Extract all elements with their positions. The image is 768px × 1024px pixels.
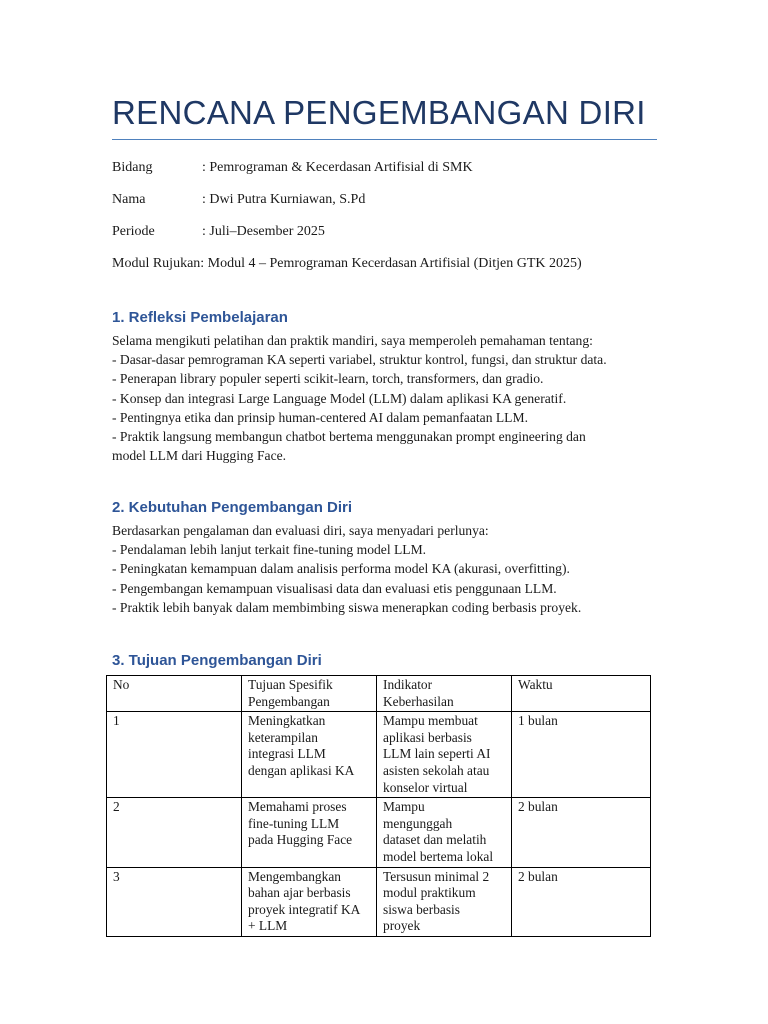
text-line: - Praktik lebih banyak dalam membimbing siswa menerapkan coding berbasis proyek. — [112, 599, 582, 615]
cell-waktu — [512, 798, 651, 867]
text-line: - Penerapan library populer seperti scikit-learn, torch, transformers, dan gradio. — [112, 371, 544, 387]
section-heading-refleksi: 1. Refleksi Pembelajaran — [112, 309, 288, 326]
cell-text-line: Memahami proses — [248, 799, 347, 815]
table-row — [107, 712, 651, 798]
cell-text-line: modul praktikum — [383, 885, 476, 901]
text-line: - Pentingnya etika dan prinsip human-centered AI dalam pemanfaatan LLM. — [112, 409, 528, 425]
cell-tujuan — [242, 712, 377, 798]
meta-value: : Pemrograman & Kecerdasan Artifisial di SMK — [202, 160, 473, 175]
page-title: RENCANA PENGEMBANGAN DIRI — [112, 94, 646, 131]
cell-text-line: dataset dan melatih — [383, 832, 487, 848]
cell-text-line: bahan ajar berbasis — [248, 885, 351, 901]
cell-text-line: Mampu membuat — [383, 713, 478, 729]
cell-text-line: 2 — [113, 799, 120, 815]
cell-text-line: 1 bulan — [518, 713, 558, 729]
cell-text-line: siswa berbasis — [383, 901, 460, 917]
cell-text-line: fine-tuning LLM — [248, 815, 340, 831]
cell-text-line: 2 bulan — [518, 868, 558, 884]
cell-indikator — [377, 712, 512, 798]
cell-text-line: + LLM — [248, 918, 288, 934]
cell-waktu — [512, 867, 651, 936]
cell-text-line: Waktu — [518, 677, 553, 692]
meta-row-bidang — [112, 160, 473, 176]
cell-text-line: konselor virtual — [383, 779, 468, 795]
cell-text-line: model bertema lokal — [383, 848, 494, 864]
modul-rujukan-line: Modul Rujukan: Modul 4 – Pemrograman Kecerdasan Artifisial (Ditjen GTK 2025) — [112, 256, 582, 271]
cell-text-line: Meningkatkan — [248, 713, 326, 729]
text-line: - Dasar-dasar pemrograman KA seperti variabel, struktur kontrol, fungsi, dan struktur data. — [112, 352, 607, 368]
cell-text-line: proyek integratif KA — [248, 901, 361, 917]
cell-no — [107, 676, 242, 712]
cell-text-line: 2 bulan — [518, 799, 558, 815]
section-body-kebutuhan — [112, 521, 657, 617]
cell-text-line: proyek — [383, 918, 421, 934]
cell-text-line: Mengembangkan — [248, 868, 341, 884]
title-divider — [112, 139, 657, 140]
cell-text-line: 3 — [113, 868, 120, 884]
cell-text-line: integrasi LLM — [248, 746, 326, 762]
text-line: - Peningkatan kemampuan dalam analisis performa model KA (akurasi, overfitting). — [112, 561, 570, 577]
section-heading-tujuan: 3. Tujuan Pengembangan Diri — [112, 652, 322, 669]
cell-text-line: Pengembangan — [248, 693, 330, 709]
cell-waktu — [512, 712, 651, 798]
cell-text-line: 1 — [113, 713, 120, 729]
cell-waktu — [512, 676, 651, 712]
meta-label: Nama — [112, 192, 146, 207]
table-row — [107, 867, 651, 936]
cell-text-line: mengunggah — [383, 815, 453, 831]
cell-text-line: aplikasi berbasis — [383, 729, 472, 745]
cell-text-line: Keberhasilan — [383, 693, 454, 709]
table-header-row — [107, 676, 651, 712]
section-heading-kebutuhan: 2. Kebutuhan Pengembangan Diri — [112, 499, 353, 516]
meta-row-nama — [112, 192, 365, 208]
meta-value: : Juli–Desember 2025 — [202, 224, 325, 239]
cell-indikator — [377, 798, 512, 867]
text-line: Selama mengikuti pelatihan dan praktik mandiri, saya memperoleh pemahaman tentang: — [112, 333, 593, 348]
meta-label: Bidang — [112, 160, 153, 175]
text-line: - Praktik langsung membangun chatbot bertema menggunakan prompt engineering dan — [112, 428, 586, 444]
cell-indikator — [377, 676, 512, 712]
cell-tujuan — [242, 676, 377, 712]
cell-text-line: Indikator — [383, 677, 433, 692]
text-line: model LLM dari Hugging Face. — [112, 448, 287, 464]
cell-no — [107, 712, 242, 798]
cell-text-line: Mampu — [383, 799, 425, 815]
cell-text-line: No — [113, 677, 130, 692]
text-line: Berdasarkan pengalaman dan evaluasi diri, saya menyadari perlunya: — [112, 523, 489, 538]
meta-label: Periode — [112, 224, 155, 239]
cell-text-line: keterampilan — [248, 729, 318, 745]
goals-table — [106, 675, 651, 937]
section-body-refleksi — [112, 331, 657, 465]
cell-text-line: LLM lain seperti AI — [383, 746, 491, 762]
text-line: - Konsep dan integrasi Large Language Model (LLM) dalam aplikasi KA generatif. — [112, 390, 567, 406]
cell-text-line: Tujuan Spesifik — [248, 677, 333, 692]
text-line: - Pengembangan kemampuan visualisasi data dan evaluasi etis penggunaan LLM. — [112, 580, 557, 596]
cell-text-line: Tersusun minimal 2 — [383, 868, 490, 884]
cell-tujuan — [242, 867, 377, 936]
cell-text-line: pada Hugging Face — [248, 832, 353, 848]
cell-indikator — [377, 867, 512, 936]
text-line: - Pendalaman lebih lanjut terkait fine-tuning model LLM. — [112, 542, 427, 558]
cell-no — [107, 798, 242, 867]
cell-no — [107, 867, 242, 936]
cell-text-line: dengan aplikasi KA — [248, 762, 355, 778]
cell-tujuan — [242, 798, 377, 867]
meta-value: : Dwi Putra Kurniawan, S.Pd — [202, 192, 366, 207]
table-row — [107, 798, 651, 867]
meta-row-periode — [112, 224, 325, 240]
cell-text-line: asisten sekolah atau — [383, 762, 490, 778]
